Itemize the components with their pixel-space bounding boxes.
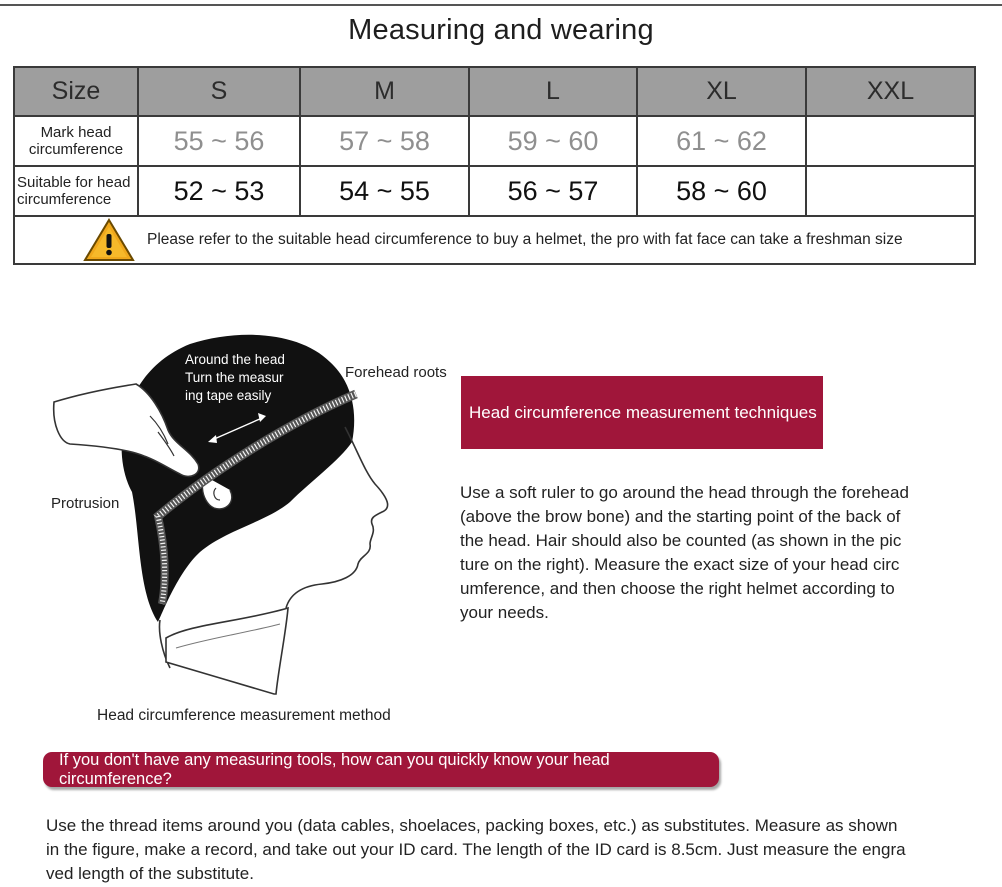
head-illustration (40, 332, 460, 702)
header-m: M (300, 67, 469, 116)
size-header-row (14, 67, 975, 116)
mark-m: 57 ~ 58 (300, 116, 469, 166)
mark-xxl (806, 116, 975, 166)
label-forehead-roots: Forehead roots (345, 364, 447, 381)
label-around-head: Around the head (185, 352, 285, 367)
note-cell (14, 216, 975, 264)
header-xl: XL (637, 67, 806, 116)
mark-row (14, 116, 975, 166)
label-turn-tape-1: Turn the measur (185, 370, 284, 385)
suit-xxl (806, 166, 975, 216)
suit-l: 56 ~ 57 (469, 166, 637, 216)
no-tools-paragraph: Use the thread items around you (data cables, shoelaces, packing boxes, etc.) as substitutes. Measure as shown in the figure, make a record, and take out your ID card. The length of the ID card is 8.5cm. Just measure the engra ved length of the substitute. (46, 816, 906, 883)
suitable-row-label: Suitable for head circumference (14, 166, 138, 216)
illustration-caption: Head circumference measurement method (97, 707, 391, 724)
label-protrusion: Protrusion (51, 495, 120, 512)
techniques-heading: Head circumference measurement techniques (461, 376, 823, 449)
label-turn-tape-2: ing tape easily (185, 388, 272, 403)
techniques-paragraph: Use a soft ruler to go around the head through the forehead (above the brow bone) and the starting point of the back of the head. Hair should also be counted (as shown in the pic ture on the right). Measure the exact size of your head circ umference, and then choose the right helmet according to your needs. (460, 483, 909, 622)
page-title: Measuring and wearing (348, 14, 654, 46)
top-divider (0, 4, 1002, 6)
mark-xl: 61 ~ 62 (637, 116, 806, 166)
header-xxl: XXL (806, 67, 975, 116)
mark-l: 59 ~ 60 (469, 116, 637, 166)
mark-row-label: Mark head circumference (14, 116, 138, 166)
mark-s: 55 ~ 56 (138, 116, 300, 166)
suit-xl: 58 ~ 60 (637, 166, 806, 216)
size-table (13, 66, 976, 265)
warning-icon (83, 218, 135, 262)
header-size: Size (14, 67, 138, 116)
suitable-row (14, 166, 975, 216)
suit-s: 52 ~ 53 (138, 166, 300, 216)
note-row (14, 216, 975, 264)
header-l: L (469, 67, 637, 116)
suit-m: 54 ~ 55 (300, 166, 469, 216)
header-s: S (138, 67, 300, 116)
note-text: Please refer to the suitable head circumference to buy a helmet, the pro with fat face can take a freshman size (147, 231, 903, 248)
no-tools-heading: If you don't have any measuring tools, how can you quickly know your head circumference? (43, 752, 719, 787)
